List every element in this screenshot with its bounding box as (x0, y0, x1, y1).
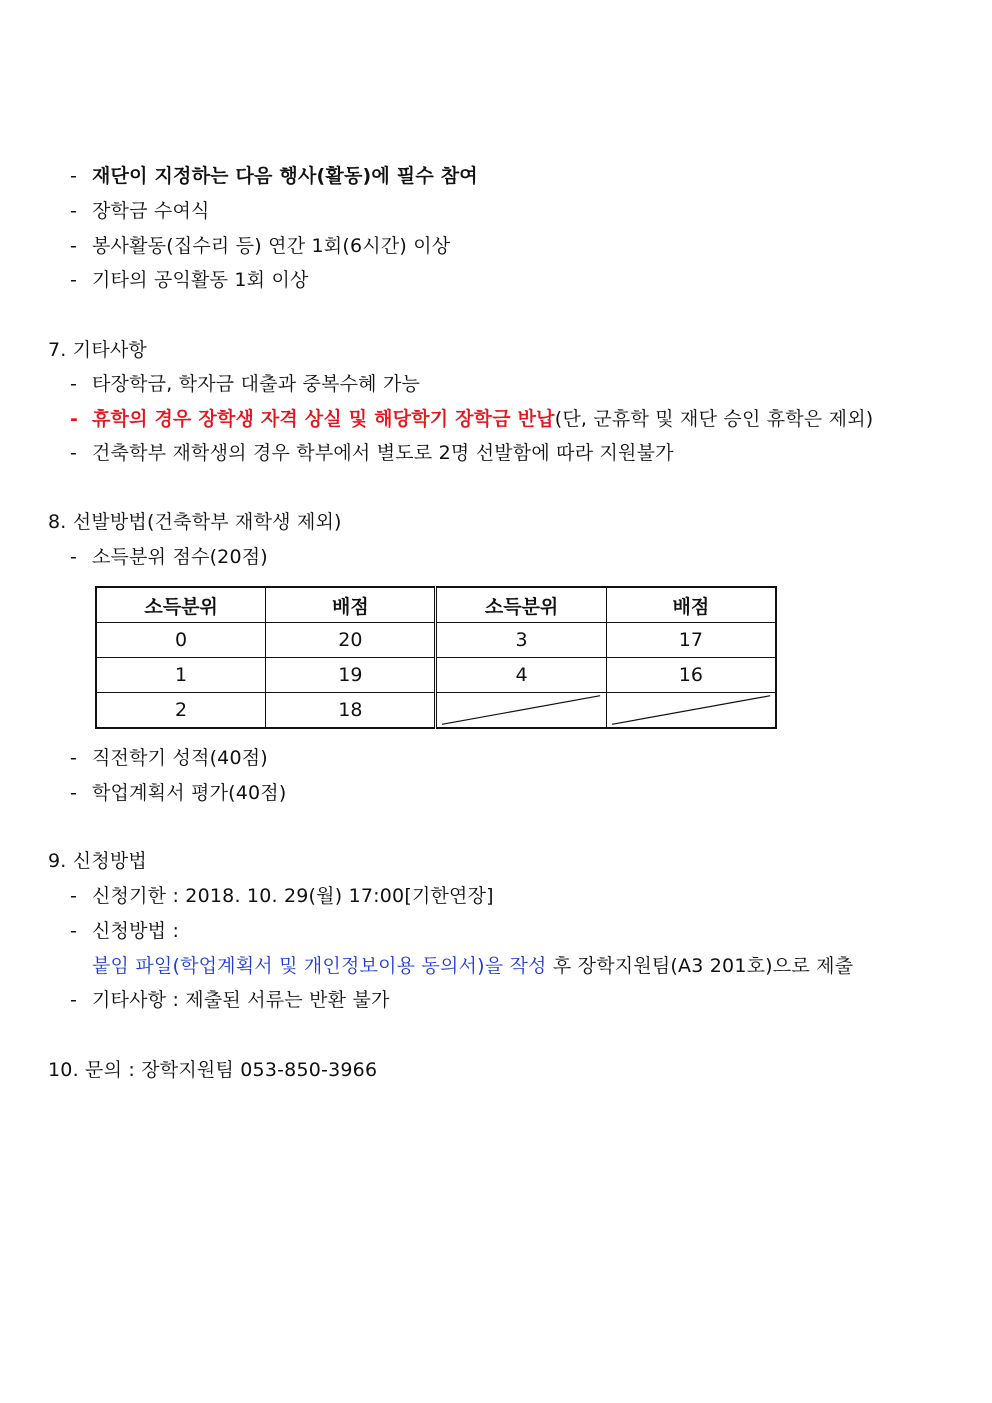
table-cell: 4 (436, 658, 606, 693)
bullet-dash: - (70, 200, 78, 222)
activity-item (70, 199, 210, 223)
section8-income-item (70, 545, 268, 569)
table-cell-empty-slashed (606, 693, 776, 729)
submission-text: 후 장학지원팀(A3 201호)으로 제출 (546, 955, 854, 977)
table-cell: 18 (266, 693, 436, 729)
bullet-dash: - (70, 235, 78, 257)
section7-item-text: 건축학부 재학생의 경우 학부에서 별도로 2명 선발함에 따라 지원불가 (92, 442, 674, 464)
section7-item (70, 441, 674, 465)
activity-item-text: 장학금 수여식 (92, 200, 210, 222)
activity-heading: 재단이 지정하는 다음 행사(활동)에 필수 참여 (92, 165, 478, 187)
attachment-text: 붙임 파일(학업계획서 및 개인정보이용 동의서)을 작성 (92, 955, 547, 977)
table-cell: 16 (606, 658, 776, 693)
section8-title: 8. 선발방법(건축학부 재학생 제외) (48, 511, 342, 533)
plan-item-text: 학업계획서 평가(40점) (92, 782, 287, 804)
table-header-cell: 배점 (266, 587, 436, 623)
section7-title: 7. 기타사항 (48, 339, 147, 361)
bullet-dash: - (70, 546, 78, 568)
table-cell: 17 (606, 623, 776, 658)
table-cell: 3 (436, 623, 606, 658)
table-cell: 0 (96, 623, 266, 658)
table-header-cell: 소득분위 (436, 587, 606, 623)
table-cell: 19 (266, 658, 436, 693)
section8-grade-item (70, 746, 268, 770)
table-cell: 1 (96, 658, 266, 693)
diagonal-slash (607, 693, 775, 727)
activity-item-text: 봉사활동(집수리 등) 연간 1회(6시간) 이상 (92, 235, 451, 257)
activity-item-text: 기타의 공익활동 1회 이상 (92, 269, 309, 291)
section9-method (70, 919, 179, 943)
section10-contact: 10. 문의 : 장학지원팀 053-850-3966 (48, 1059, 378, 1081)
table-cell: 2 (96, 693, 266, 729)
section7-warning-text: 휴학의 경우 장학생 자격 상실 및 해당학기 장학금 반납 (92, 408, 555, 430)
table-header-cell: 배점 (606, 587, 776, 623)
section9-title: 9. 신청방법 (48, 850, 147, 872)
table-row (96, 658, 776, 693)
table-row (96, 693, 776, 729)
table-header-row (96, 587, 776, 623)
activity-heading-line (70, 164, 478, 188)
section9-method-detail (92, 954, 853, 978)
bullet-dash: - (70, 920, 78, 942)
bullet-dash: - (70, 885, 78, 907)
section9-other (70, 988, 390, 1012)
diagonal-slash (437, 693, 605, 727)
grade-item-text: 직전학기 성적(40점) (92, 747, 268, 769)
bullet-dash: - (70, 442, 78, 464)
table-row (96, 623, 776, 658)
section7-exception-text: (단, 군휴학 및 재단 승인 휴학은 제외) (554, 408, 874, 430)
income-score-table (95, 586, 777, 729)
bullet-dash: - (70, 408, 79, 430)
table-cell-empty-slashed (436, 693, 606, 729)
activity-item (70, 234, 450, 258)
table-cell: 20 (266, 623, 436, 658)
section9-deadline (70, 884, 494, 908)
bullet-dash: - (70, 373, 78, 395)
activity-item (70, 268, 309, 292)
bullet-dash: - (70, 747, 78, 769)
section7-item-text: 타장학금, 학자금 대출과 중복수혜 가능 (92, 373, 421, 395)
table-header-cell: 소득분위 (96, 587, 266, 623)
income-item-text: 소득분위 점수(20점) (92, 546, 268, 568)
bullet-dash: - (70, 989, 78, 1011)
method-label: 신청방법 : (92, 920, 180, 942)
bullet-dash: - (70, 165, 78, 187)
other-text: 기타사항 : 제출된 서류는 반환 불가 (92, 989, 390, 1011)
section8-plan-item (70, 781, 286, 805)
section7-item (70, 407, 873, 431)
section7-item (70, 372, 420, 396)
bullet-dash: - (70, 269, 78, 291)
bullet-dash: - (70, 782, 78, 804)
deadline-text: 신청기한 : 2018. 10. 29(월) 17:00[기한연장] (92, 885, 494, 907)
